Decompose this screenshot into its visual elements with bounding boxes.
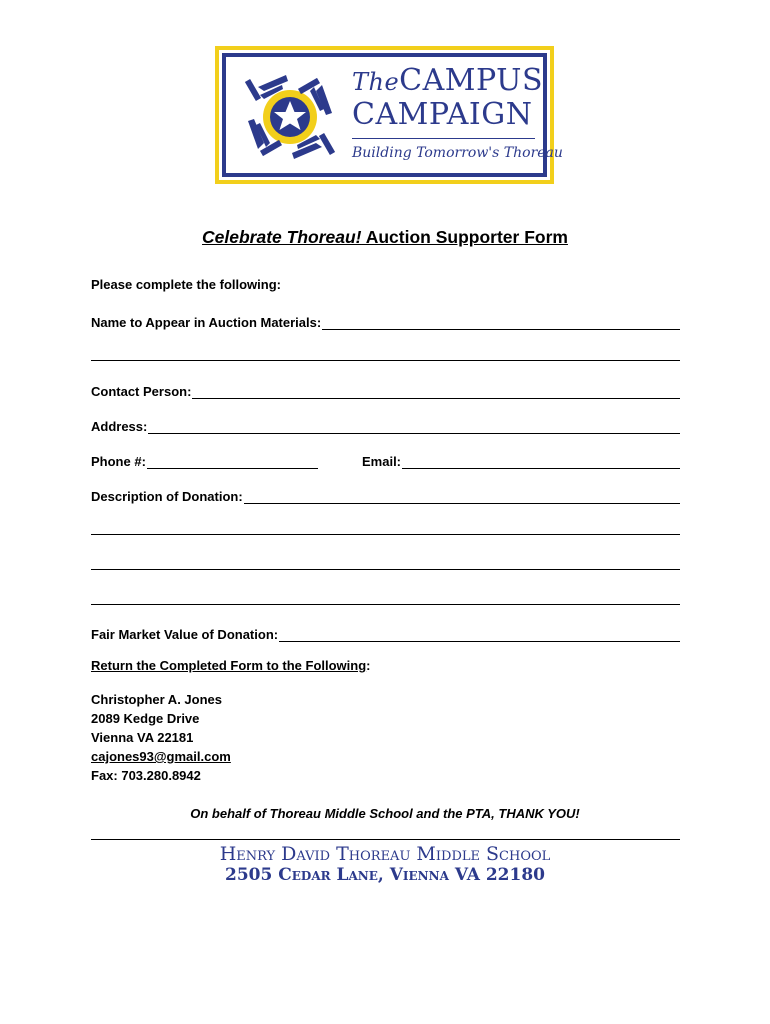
return-heading-text: Return the Completed Form to the Following — [91, 658, 367, 673]
name-line[interactable] — [322, 314, 680, 330]
fmv-label: Fair Market Value of Donation: — [91, 627, 279, 642]
description-line-4[interactable] — [91, 604, 680, 605]
instructions: Please complete the following: — [91, 277, 281, 292]
logo-campus: CAMPUS — [399, 63, 544, 98]
description-label: Description of Donation: — [91, 489, 243, 504]
return-heading-colon: : — [366, 658, 371, 673]
name-field[interactable] — [91, 310, 680, 330]
logo-tagline: Building Tomorrow's Thoreau — [352, 145, 563, 161]
campus-campaign-logo — [215, 46, 563, 184]
return-name: Christopher A. Jones — [91, 692, 222, 707]
name-line-2[interactable] — [91, 360, 680, 361]
return-street: 2089 Kedge Drive — [91, 711, 200, 726]
name-label: Name to Appear in Auction Materials: — [91, 315, 322, 330]
contact-field[interactable] — [91, 379, 680, 399]
email-label: Email: — [362, 454, 402, 469]
logo-title-line1 — [352, 63, 543, 98]
email-line[interactable] — [402, 453, 680, 469]
logo-divider — [352, 138, 535, 139]
description-field[interactable] — [91, 484, 680, 504]
return-email-link[interactable]: cajones93@gmail.com — [91, 749, 231, 764]
thanks-message: On behalf of Thoreau Middle School and the PTA, THANK YOU! — [190, 806, 580, 821]
school-address: 2505 Cedar Lane, Vienna VA 22180 — [225, 865, 545, 885]
logo-the: The — [352, 68, 400, 96]
return-heading — [91, 658, 371, 673]
fmv-line[interactable] — [279, 626, 680, 642]
address-field[interactable] — [91, 414, 680, 434]
school-name: Henry David Thoreau Middle School — [219, 843, 551, 865]
star-emblem-icon — [240, 67, 340, 167]
logo-title-line2: CAMPAIGN — [352, 97, 533, 132]
return-fax: Fax: 703.280.8942 — [91, 768, 201, 783]
address-line[interactable] — [148, 418, 680, 434]
return-city: Vienna VA 22181 — [91, 730, 194, 745]
contact-label: Contact Person: — [91, 384, 192, 399]
description-line[interactable] — [244, 488, 680, 504]
logo-frame — [222, 53, 563, 177]
footer-divider — [91, 839, 680, 840]
phone-label: Phone #: — [91, 454, 146, 469]
form-title-italic: Celebrate Thoreau! — [202, 227, 362, 247]
email-field[interactable] — [362, 449, 680, 469]
contact-line[interactable] — [192, 383, 680, 399]
address-label: Address: — [91, 419, 148, 434]
phone-field[interactable] — [91, 449, 318, 469]
description-line-2[interactable] — [91, 534, 680, 535]
phone-line[interactable] — [147, 453, 318, 469]
description-line-3[interactable] — [91, 569, 680, 570]
form-title — [0, 227, 770, 248]
form-title-rest: Auction Supporter Form — [361, 227, 568, 247]
fmv-field[interactable] — [91, 622, 680, 642]
